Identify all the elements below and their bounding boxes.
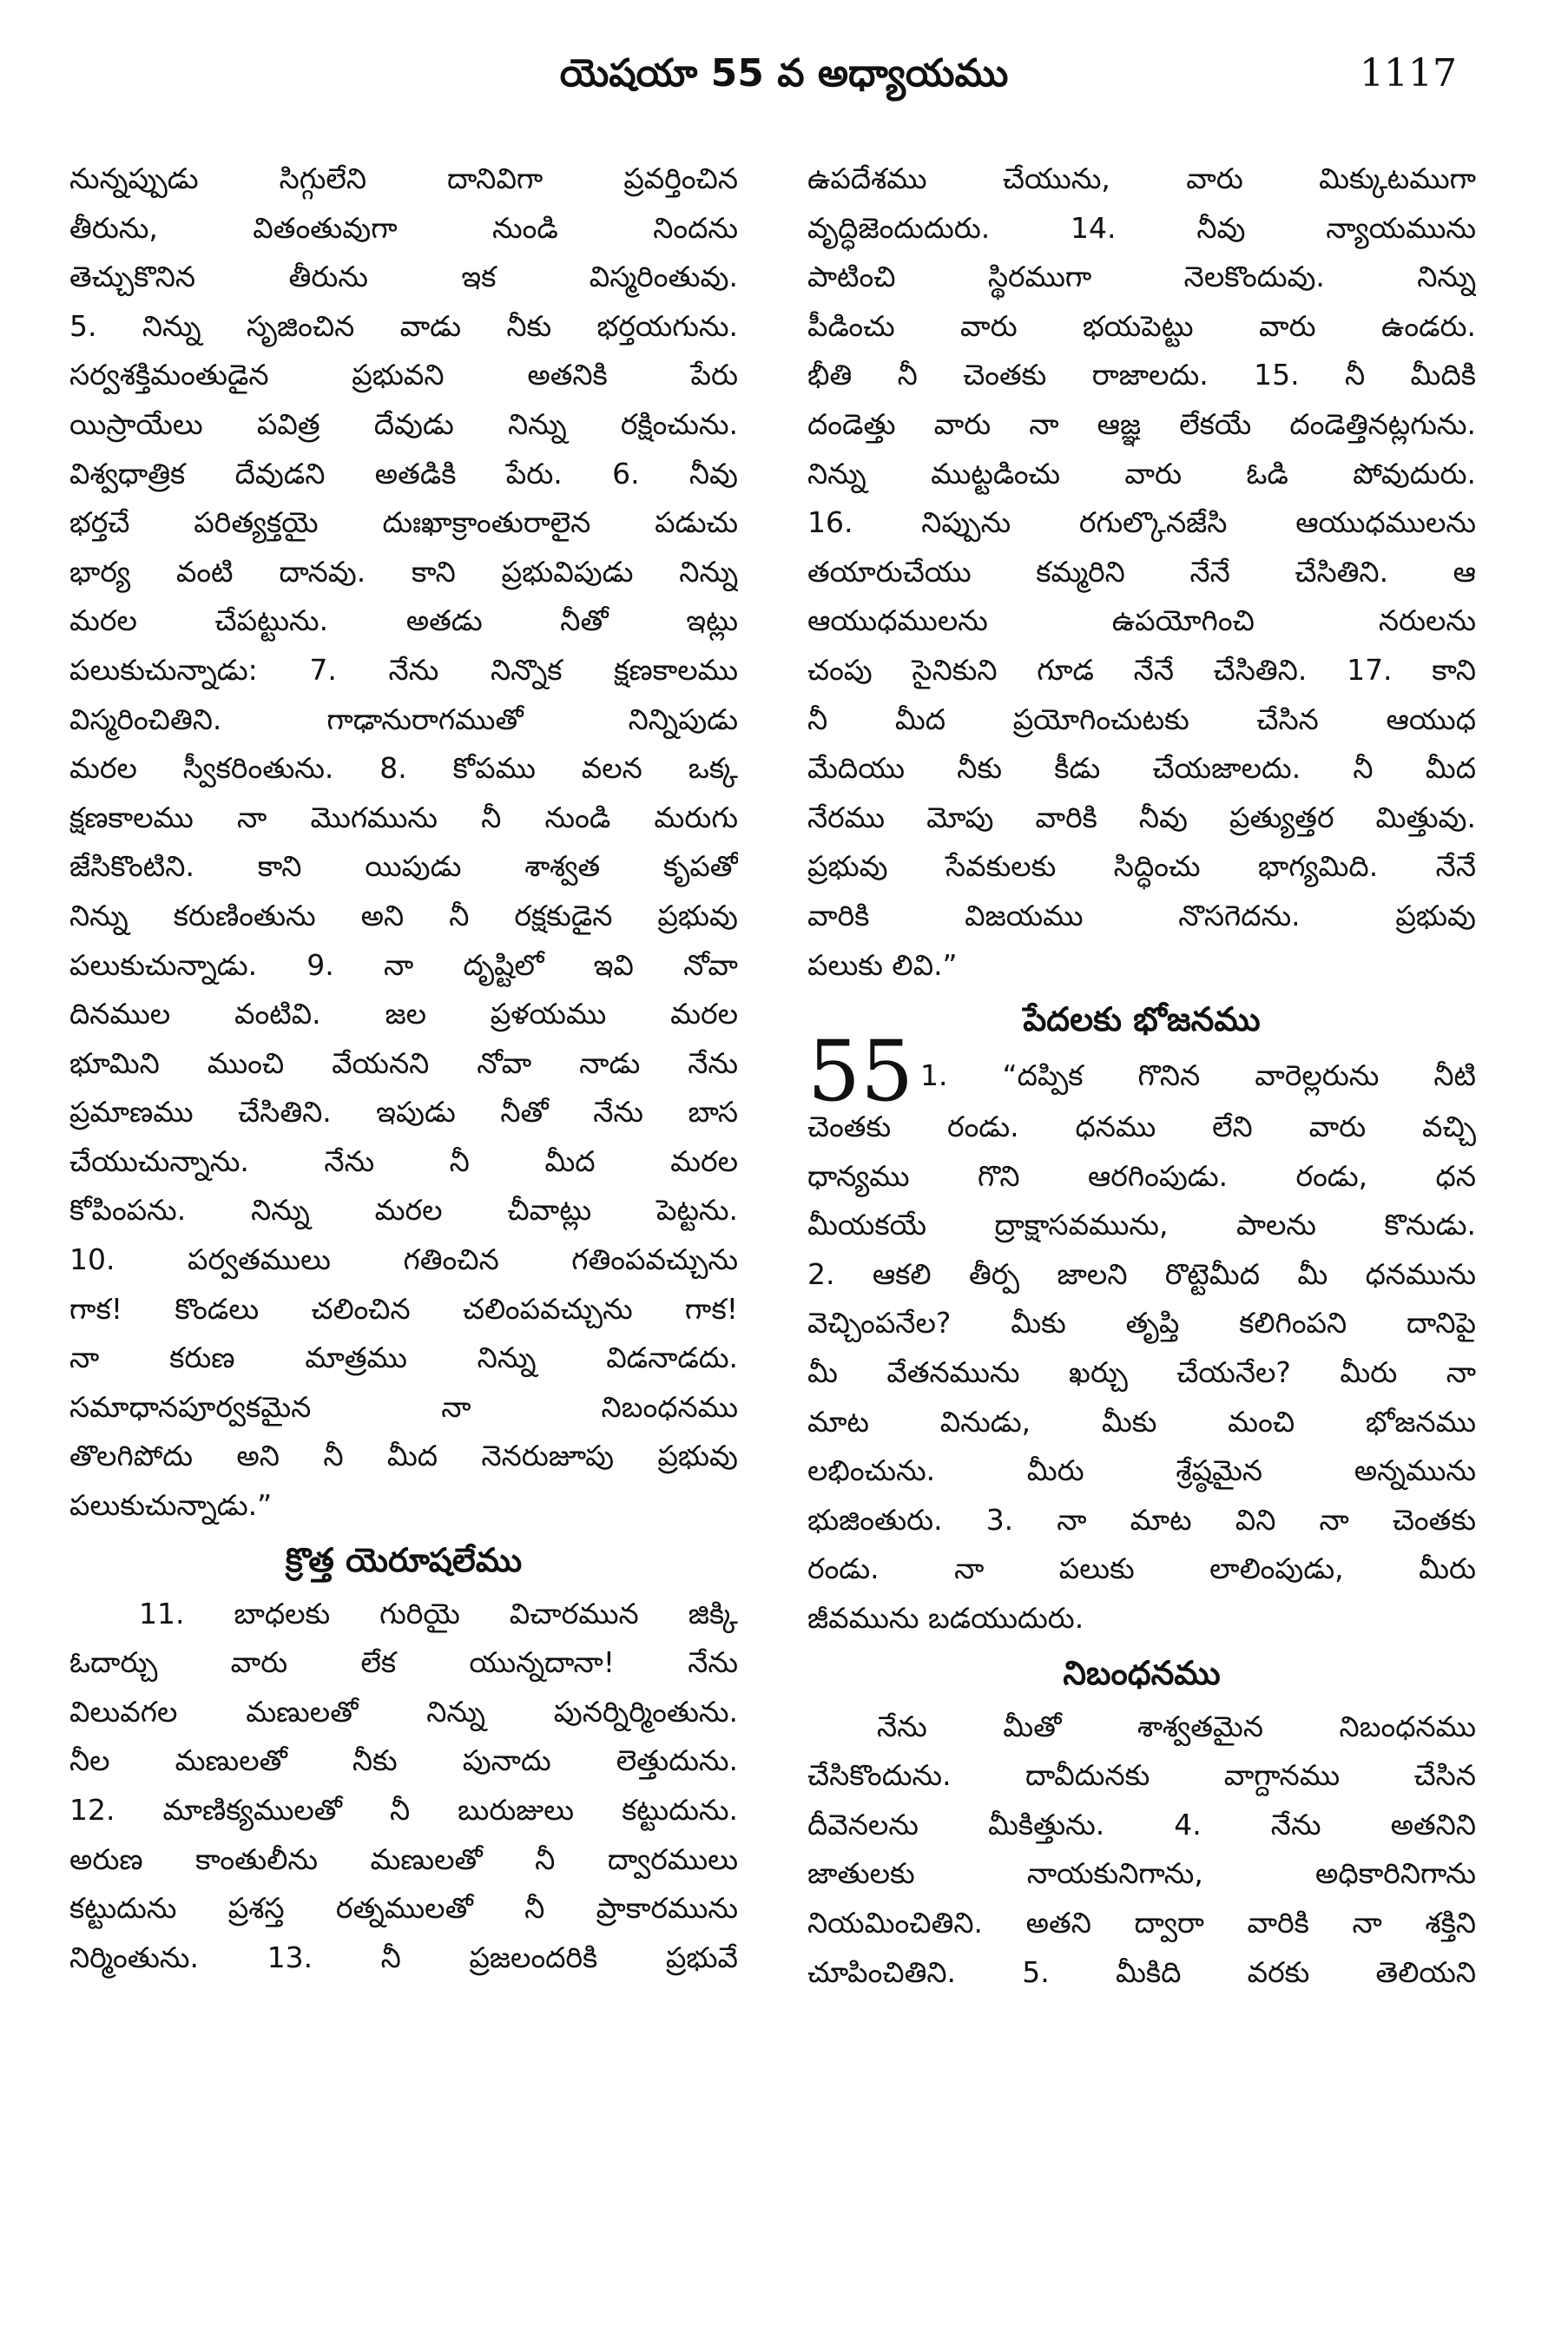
text-line: ప్రభువు సేవకులకు సిద్ధించు భాగ్యమిది. నేనే: [807, 849, 1476, 884]
section-heading-food-for-poor: పేదలకు భోజనము: [1023, 1000, 1261, 1039]
text-line: భార్య వంటి దానవు. కాని ప్రభువిపుడు నిన్ను: [69, 554, 738, 589]
text-line: కోపింపను. నిన్ను మరల చీవాట్లు పెట్టను.: [69, 1193, 738, 1228]
text-line: వృద్ధిజెందుదురు. 14. నీవు న్యాయమును: [807, 210, 1476, 245]
left-paragraph-2: [69, 1590, 738, 1983]
text-line: రండు. నా పలుకు లాలింపుడు, మీరు: [807, 1552, 1476, 1586]
text-line: 10. పర్వతములు గతించిన గతింపవచ్చును: [69, 1242, 738, 1277]
text-line: 5. నిన్ను సృజించిన వాడు నీకు భర్తయగును.: [69, 308, 738, 343]
text-line: ఓదార్చు వారు లేక యున్నదానా! నేను: [69, 1645, 738, 1680]
text-line: 12. మాణిక్యములతో నీ బురుజులు కట్టుదును.: [69, 1793, 738, 1827]
text-line: యిస్రాయేలు పవిత్ర దేవుడు నిన్ను రక్షించును.: [69, 406, 738, 441]
text-line: నీల మణులతో నీకు పునాదు లెత్తుదును.: [69, 1743, 738, 1778]
text-line: భుజింతురు. 3. నా మాట విని నా చెంతకు: [807, 1502, 1476, 1537]
text-line: పీడించు వారు భయపెట్టు వారు ఉండరు.: [807, 308, 1476, 343]
text-line: తెచ్చుకొనిన తీరును ఇక విస్మరింతువు.: [69, 260, 738, 294]
text-line: 16. నిప్పును రగుల్కొనజేసి ఆయుధములను: [807, 505, 1476, 540]
chapter-first-verse: 1. “దప్పిక గొనిన వారెల్లరును నీటి: [920, 1058, 1476, 1093]
left-column: [69, 155, 738, 1982]
text-line: నియమించితిని. అతని ద్వారా వారికి నా శక్తిని: [807, 1906, 1476, 1940]
text-line: దినముల వంటివి. జల ప్రళయము మరల: [69, 997, 738, 1031]
left-paragraph-1: [69, 155, 738, 1531]
text-line: ఆయుధములను ఉపయోగించి నరులను: [807, 603, 1476, 638]
text-line: నిర్మింతును. 13. నీ ప్రజలందరికి ప్రభువే: [69, 1940, 738, 1974]
text-line: నిన్ను కరుణింతును అని నీ రక్షకుడైన ప్రభువు: [69, 898, 738, 932]
text-line: జాతులకు నాయకునిగాను, అధికారినిగాను: [807, 1856, 1476, 1891]
section-heading-new-jerusalem: క్రొత్త యెరూషలేము: [285, 1540, 523, 1579]
text-line: పలుకుచున్నాడు. 9. నా దృష్టిలో ఇవి నోవా: [69, 947, 738, 982]
text-line: చెంతకు రండు. ధనము లేని వారు వచ్చి: [807, 1110, 1476, 1144]
text-line: మరల చేపట్టును. అతడు నీతో ఇట్లు: [69, 603, 738, 638]
page-number: 1117: [1360, 51, 1457, 96]
text-line: సర్వశక్తిమంతుడైన ప్రభువని అతనికి పేరు: [69, 358, 738, 392]
text-line: చూపించితిని. 5. మీకిది వరకు తెలియని: [807, 1954, 1476, 1989]
text-line: జేసికొంటిని. కాని యిపుడు శాశ్వత కృపతో: [69, 849, 738, 884]
text-line: చంపు సైనికుని గూడ నేనే చేసితిని. 17. కాని: [807, 652, 1476, 687]
text-line: లభించును. మీరు శ్రేష్ఠమైన అన్నమును: [807, 1453, 1476, 1488]
right-paragraph-1: [807, 155, 1476, 990]
text-line: మీయకయే ద్రాక్షాసవమును, పాలను కొనుడు.: [807, 1208, 1476, 1242]
text-line: నా కరుణ మాత్రము నిన్ను విడనాడదు.: [69, 1341, 738, 1375]
text-line: సమాధానపూర్వకమైన నా నిబంధనము: [69, 1389, 738, 1424]
text-line: మేదియు నీకు కీడు చేయజాలదు. నీ మీద: [807, 751, 1476, 786]
text-line: కట్టుదును ప్రశస్త రత్నములతో నీ ప్రాకారమును: [69, 1891, 738, 1926]
text-line: ధాన్యము గొని ఆరగింపుడు. రండు, ధన: [807, 1158, 1476, 1193]
text-line: 11. బాధలకు గురియై విచారమున జిక్కి: [139, 1596, 738, 1631]
text-line: అరుణ కాంతులీను మణులతో నీ ద్వారములు: [69, 1841, 738, 1876]
text-line: తీరును, వితంతువుగా నుండి నిందను: [69, 210, 738, 245]
text-line: భీతి నీ చెంతకు రాజాలదు. 15. నీ మీదికి: [807, 358, 1476, 392]
text-line: విశ్వధాత్రిక దేవుడని అతడికి పేరు. 6. నీవు: [69, 456, 738, 491]
text-line: ఉపదేశము చేయును, వారు మిక్కుటముగా: [807, 161, 1476, 195]
text-line: తొలగిపోదు అని నీ మీద నెనరుజూపు ప్రభువు: [69, 1439, 738, 1473]
text-line: మీ వేతనమును ఖర్చు చేయనేల? మీరు నా: [807, 1355, 1476, 1390]
text-line: పలుకుచున్నాడు.”: [69, 1488, 273, 1523]
text-line: నిన్ను ముట్టడించు వారు ఓడి పోవుదురు.: [807, 456, 1476, 491]
text-line: క్షణకాలము నా మొగమును నీ నుండి మరుగు: [69, 800, 738, 834]
text-line: దండెత్తు వారు నా ఆజ్ఞ లేకయే దండెత్తినట్లగును.: [807, 406, 1476, 441]
text-line: నేను మీతో శాశ్వతమైన నిబంధనము: [877, 1709, 1476, 1743]
text-line: జీవమును బడయుదురు.: [807, 1601, 1084, 1636]
section-heading-covenant: నిబంధనము: [1063, 1653, 1221, 1692]
text-line: చేయుచున్నాను. నేను నీ మీద మరల: [69, 1143, 738, 1178]
text-line: తయారుచేయు కమ్మరిని నేనే చేసితిని. ఆ: [807, 554, 1476, 589]
text-line: పలుకు లివి.”: [807, 947, 958, 982]
chapter-number: 55: [807, 1023, 914, 1121]
text-line: గాక! కొండలు చలించిన చలింపవచ్చును గాక!: [69, 1291, 738, 1326]
text-line: వారికి విజయము నొసగెదను. ప్రభువు: [807, 898, 1476, 932]
chapter-opening-line: [807, 1023, 1476, 1121]
text-line: చేసికొందును. దావీదునకు వాగ్దానము చేసిన: [807, 1758, 1476, 1793]
page-header: [0, 43, 1568, 104]
text-line: నేరము మోపు వారికి నీవు ప్రత్యుత్తర మిత్తువు.: [807, 800, 1476, 834]
text-line: నీ మీద ప్రయోగించుటకు చేసిన ఆయుధ: [807, 702, 1476, 736]
text-line: భర్తచే పరిత్యక్తయై దుఃఖాక్రాంతురాలైన పడుచు: [69, 505, 738, 540]
text-line: దీవెనలను మీకిత్తును. 4. నేను అతనిని: [807, 1807, 1476, 1841]
running-title: యెషయా 55 వ అధ్యాయము: [559, 51, 1009, 96]
text-line: పాటించి స్థిరముగా నెలకొందువు. నిన్ను: [807, 260, 1476, 294]
text-line: నున్నప్పుడు సిగ్గులేని దానివిగా ప్రవర్తించిన: [69, 161, 738, 195]
text-line: విస్మరించితిని. గాఢానురాగముతో నిన్నిపుడు: [69, 702, 738, 736]
text-line: మరల స్వీకరింతును. 8. కోపము వలన ఒక్క: [69, 751, 738, 786]
text-line: భూమిని ముంచి వేయనని నోవా నాడు నేను: [69, 1045, 738, 1080]
text-line: పలుకుచున్నాడు: 7. నేను నిన్నొక క్షణకాలము: [69, 652, 738, 687]
text-line: వెచ్చింపనేల? మీకు తృప్తి కలిగింపని దానిపై: [807, 1306, 1476, 1341]
text-line: మాట వినుడు, మీకు మంచి భోజనము: [807, 1404, 1476, 1439]
right-paragraph-2: [807, 1103, 1476, 1644]
right-paragraph-3: [807, 1703, 1476, 1998]
text-line: 2. ఆకలి తీర్ప జాలని రొట్టెమీద మీ ధనమును: [807, 1256, 1476, 1291]
text-line: విలువగల మణులతో నిన్ను పునర్నిర్మింతును.: [69, 1694, 738, 1729]
right-column: [807, 155, 1476, 1997]
text-line: ప్రమాణము చేసితిని. ఇపుడు నీతో నేను బాస: [69, 1095, 738, 1130]
